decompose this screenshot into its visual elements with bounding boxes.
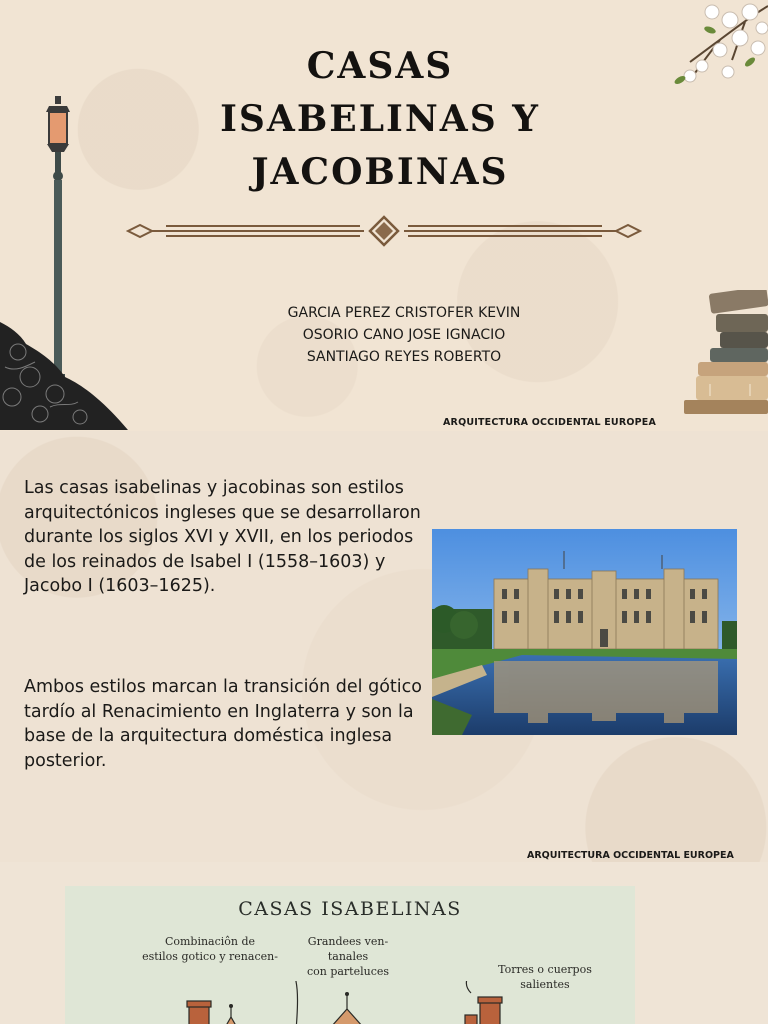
label-line: tanales <box>327 950 369 963</box>
author-list <box>204 302 604 368</box>
label-styles <box>135 934 285 964</box>
title-line: ISABELINAS Y <box>220 98 540 140</box>
label-line: Grandees ven- <box>307 935 389 948</box>
intro-slide <box>0 431 768 862</box>
transition-paragraph: Ambos estilos marcan la transición del gótico tardío al Renacimiento en Inglaterra y son la base de la arquitectura doméstica inglesa posterior. <box>24 677 422 771</box>
course-label: ARQUITECTURA OCCIDENTAL EUROPEA <box>443 417 657 428</box>
presentation-title <box>150 40 610 199</box>
author-name: OSORIO CANO JOSE IGNACIO <box>302 327 506 343</box>
title-line: CASAS <box>306 45 454 87</box>
lace-ornament-icon <box>0 322 130 431</box>
author-name: SANTIAGO REYES ROBERTO <box>306 349 502 365</box>
label-windows <box>303 934 393 979</box>
title-slide <box>0 0 768 431</box>
course-label: ARQUITECTURA OCCIDENTAL EUROPEA <box>527 850 734 861</box>
label-line: Torres o cuerpos <box>498 963 592 976</box>
label-line: con parteluces <box>306 965 390 978</box>
blossom-branch-icon <box>650 0 768 95</box>
label-line: Combinaciôn de <box>164 935 256 948</box>
author-name: GARCIA PEREZ CRISTOFER KEVIN <box>287 305 521 321</box>
book-stack-icon <box>680 290 768 431</box>
mansion-photo <box>432 529 737 735</box>
infographic-slide <box>0 862 768 1024</box>
infographic-title: CASAS ISABELINAS <box>238 898 462 920</box>
diamond-divider-icon <box>126 214 642 248</box>
house-illustration <box>175 981 535 1024</box>
label-line: estilos gotico y renacen- <box>142 950 278 963</box>
intro-paragraph: Las casas isabelinas y jacobinas son estilos arquitectónicos ingleses que se desarrollaron durante los siglos XVI y XVII, en los periodos de los reinados de Isabel I (1558–1603) y Jacobo I (1603–1625). <box>24 478 421 596</box>
infographic-panel <box>65 886 635 1024</box>
title-line: JACOBINAS <box>251 151 509 193</box>
label-line: salientes <box>520 978 570 991</box>
